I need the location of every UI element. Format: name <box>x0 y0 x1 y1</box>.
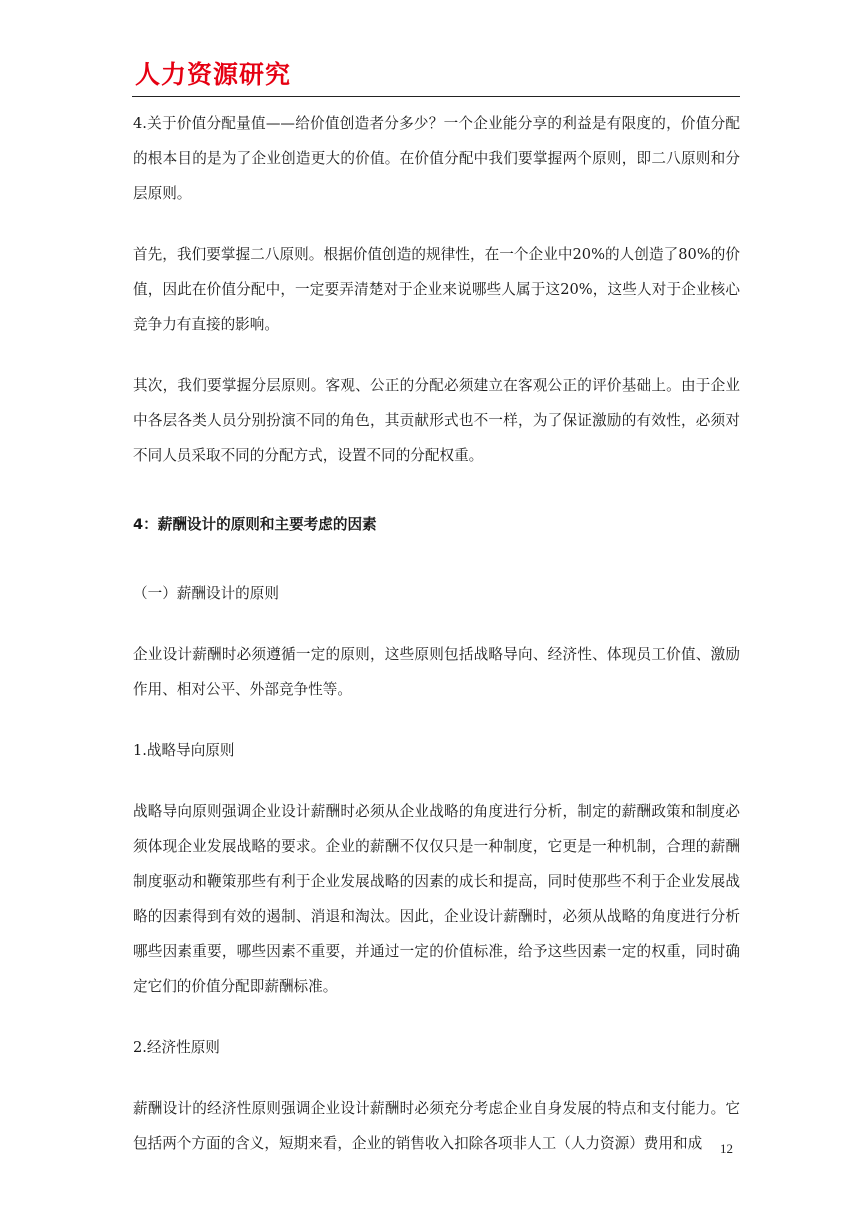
paragraph-eighty-twenty-principle: 首先，我们要掌握二八原则。根据价值创造的规律性，在一个企业中20%的人创造了80%的价值，因此在价值分配中，一定要弄清楚对于企业来说哪些人属于这20%，这些人对于企业核心竞争力有直接的影响。 <box>133 246 740 333</box>
paragraph-strategy-principle: 战略导向原则强调企业设计薪酬时必须从企业战略的角度进行分析，制定的薪酬政策和制度必须体现企业发展战略的要求。企业的薪酬不仅仅只是一种制度，它更是一种机制，合理的薪酬制度驱动和鞭策那些有利于企业发展战略的因素的成长和提高，同时使那些不利于企业发展战略的因素得到有效的遏制、消退和淘汰。因此，企业设计薪酬时，必须从战略的角度进行分析哪些因素重要，哪些因素不重要，并通过一定的价值标准，给予这些因素一定的权重，同时确定它们的价值分配即薪酬标准。 <box>133 803 740 995</box>
section-heading: 4：薪酬设计的原则和主要考虑的因素 <box>133 516 377 533</box>
subsection-heading: （一）薪酬设计的原则 <box>133 585 279 602</box>
page-body <box>133 106 740 1161</box>
paragraph-economy-principle: 薪酬设计的经济性原则强调企业设计薪酬时必须充分考虑企业自身发展的特点和支付能力。它包括两个方面的含义，短期来看，企业的销售收入扣除各项非人工（人力资源）费用和成 <box>133 1100 740 1152</box>
paragraph-principles-overview: 企业设计薪酬时必须遵循一定的原则，这些原则包括战略导向、经济性、体现员工价值、激励作用、相对公平、外部竞争性等。 <box>133 646 740 698</box>
item-heading-economy: 2.经济性原则 <box>133 1039 220 1056</box>
document-header-title: 人力资源研究 <box>135 60 292 89</box>
item-heading-strategy: 1.战略导向原则 <box>133 742 235 759</box>
header-divider <box>132 96 740 97</box>
page-number: 12 <box>720 1141 733 1156</box>
paragraph-layering-principle: 其次，我们要掌握分层原则。客观、公正的分配必须建立在客观公正的评价基础上。由于企业中各层各类人员分别扮演不同的角色，其贡献形式也不一样，为了保证激励的有效性，必须对不同人员采取不同的分配方式，设置不同的分配权重。 <box>133 377 740 464</box>
paragraph-value-distribution: 4.关于价值分配量值——给价值创造者分多少？一个企业能分享的利益是有限度的，价值分配的根本目的是为了企业创造更大的价值。在价值分配中我们要掌握两个原则，即二八原则和分层原则。 <box>133 115 740 202</box>
